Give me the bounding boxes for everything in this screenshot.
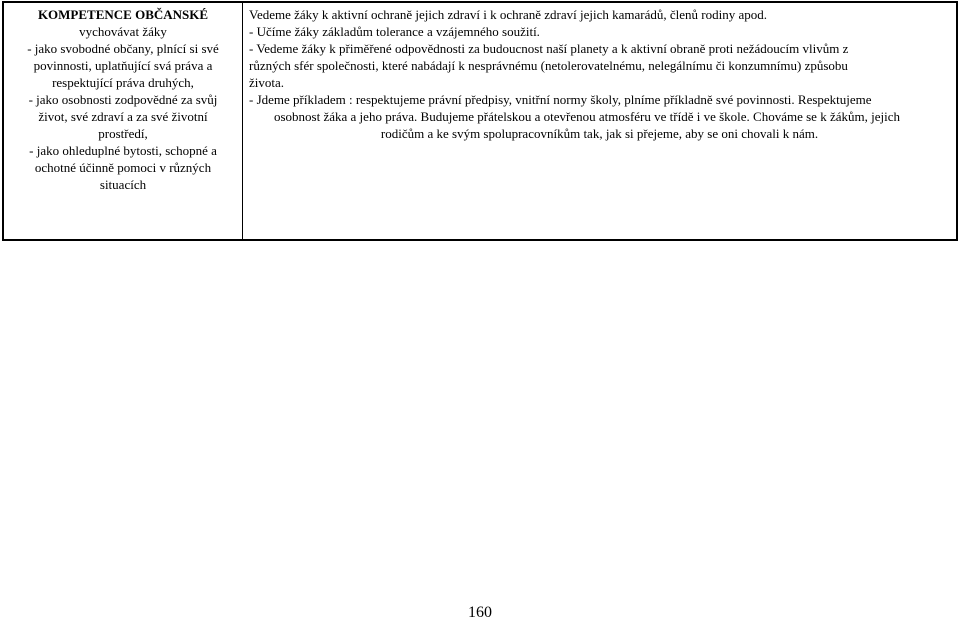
competence-line: vychovávat žáky [79,24,167,39]
competence-line: situacích [99,177,147,192]
competence-heading: KOMPETENCE OBČANSKÉ [37,7,209,22]
competence-line: ochotné účinně pomoci v různých [34,160,212,175]
competence-line: povinnosti, uplatňující svá práva a [33,58,213,73]
strategy-line: - Jdeme příkladem : respektujeme právní předpisy, vnitřní normy školy, plníme příkladně své povinnosti. Respektujeme [249,92,872,107]
competence-line: - jako osobnosti zodpovědné za svůj [28,92,218,107]
competence-line: prostředí, [98,126,148,141]
competence-line: - jako svobodné občany, plnící si své [27,41,219,56]
strategy-line: - Učíme žáky základům tolerance a vzájemného soužití. [249,24,540,39]
strategy-line: - Vedeme žáky k přiměřené odpovědnosti za budoucnost naší planety a k aktivní obraně proti nežádoucím vlivům z [249,41,849,56]
competence-table [2,1,958,241]
strategy-line: rodičům a ke svým spolupracovníkům tak, jak si přejeme, aby se oni chovali k nám. [380,126,819,141]
strategy-line: Vedeme žáky k aktivní ochraně jejich zdraví i k ochraně zdraví jejich kamarádů, členů rodiny apod. [249,7,767,22]
competence-line: - jako ohleduplné bytosti, schopné a [29,143,217,158]
strategy-line: osobnost žáka a jeho práva. Budujeme přátelskou a otevřenou atmosféru ve třídě i ve škole. Chováme se k žákům, jejich [274,109,900,124]
page-number: 160 [468,604,492,621]
competence-cell [4,3,243,239]
strategy-line: různých sfér společnosti, které nabádají k nesprávnému (netolerovatelnému, nelegálnímu či konzumnímu) způsobu [249,58,848,73]
competence-line: život, své zdraví a za své životní [38,109,208,124]
strategy-cell [243,3,956,239]
strategy-line: života. [249,75,285,90]
competence-line: respektující práva druhých, [52,75,194,90]
